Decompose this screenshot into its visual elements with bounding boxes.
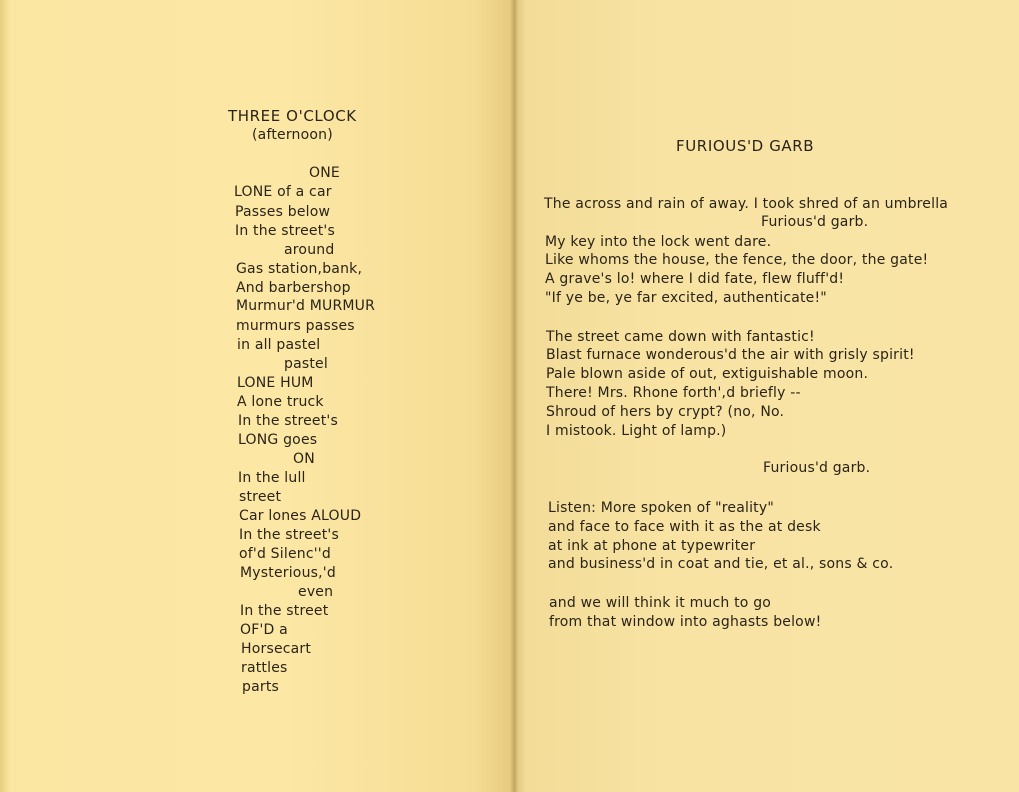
- poem-line: There! Mrs. Rhone forth',d briefly --: [546, 385, 801, 401]
- poem-line: at ink at phone at typewriter: [548, 538, 756, 554]
- poem-line: "If ye be, ye far excited, authenticate!": [545, 290, 827, 306]
- poem-line: in all pastel: [237, 337, 321, 353]
- poem-line: of'd Silenc''d: [239, 546, 331, 562]
- poem-line: Listen: More spoken of "reality": [548, 500, 774, 516]
- poem-line: In the street's: [238, 413, 338, 429]
- poem-line: In the street: [240, 603, 329, 619]
- poem-line: Gas station,bank,: [236, 261, 363, 277]
- poem-line: LONG goes: [238, 432, 318, 448]
- poem-line: The across and rain of away. I took shred of an umbrella: [544, 196, 949, 212]
- poem-line: Blast furnace wonderous'd the air with grisly spirit!: [546, 347, 915, 363]
- poem-line: rattles: [241, 660, 288, 676]
- poem-title-furiousd-garb: FURIOUS'D GARB: [676, 137, 815, 155]
- poem-line: In the street's: [239, 527, 339, 543]
- poem-line: OF'D a: [240, 622, 288, 638]
- poem-line: parts: [242, 679, 280, 695]
- right-page: [514, 0, 1019, 792]
- poem-subtitle: (afternoon): [252, 127, 333, 143]
- poem-line: Shroud of hers by crypt? (no, No.: [546, 404, 785, 420]
- poem-line: ONE: [309, 165, 340, 181]
- poem-line: Mysterious,'d: [240, 565, 336, 581]
- poem-line: LONE of a car: [234, 184, 332, 200]
- poem-title-three-oclock: THREE O'CLOCK: [228, 107, 357, 125]
- poem-line: street: [239, 489, 282, 505]
- poem-line: Horsecart: [241, 641, 312, 657]
- poem-line: around: [284, 242, 335, 258]
- poem-line: In the street's: [235, 223, 335, 239]
- poem-line: Like whoms the house, the fence, the door, the gate!: [545, 252, 929, 268]
- poem-line: Murmur'd MURMUR: [236, 298, 376, 314]
- book-gutter: [510, 0, 518, 792]
- poem-line: In the lull: [238, 470, 306, 486]
- poem-line: LONE HUM: [237, 375, 314, 391]
- poem-line: Car lones ALOUD: [239, 508, 362, 524]
- poem-line: A grave's lo! where I did fate, flew fluff'd!: [545, 271, 845, 287]
- poem-line: A lone truck: [237, 394, 324, 410]
- poem-line: murmurs passes: [236, 318, 355, 334]
- poem-line: even: [298, 584, 334, 600]
- poem-line: from that window into aghasts below!: [549, 614, 822, 630]
- poem-line: Furious'd garb.: [763, 460, 871, 476]
- poem-line: I mistook. Light of lamp.): [546, 423, 727, 439]
- poem-line: And barbershop: [236, 280, 351, 296]
- poem-line: My key into the lock went dare.: [545, 234, 772, 250]
- poem-line: Passes below: [235, 204, 331, 220]
- poem-line: and face to face with it as the at desk: [548, 519, 821, 535]
- poem-line: and business'd in coat and tie, et al., sons & co.: [548, 556, 894, 572]
- poem-line: pastel: [284, 356, 328, 372]
- poem-line: Furious'd garb.: [761, 214, 869, 230]
- poem-line: The street came down with fantastic!: [546, 329, 815, 345]
- poem-line: ON: [293, 451, 315, 467]
- poem-line: Pale blown aside of out, extiguishable moon.: [546, 366, 869, 382]
- poem-line: and we will think it much to go: [549, 595, 772, 611]
